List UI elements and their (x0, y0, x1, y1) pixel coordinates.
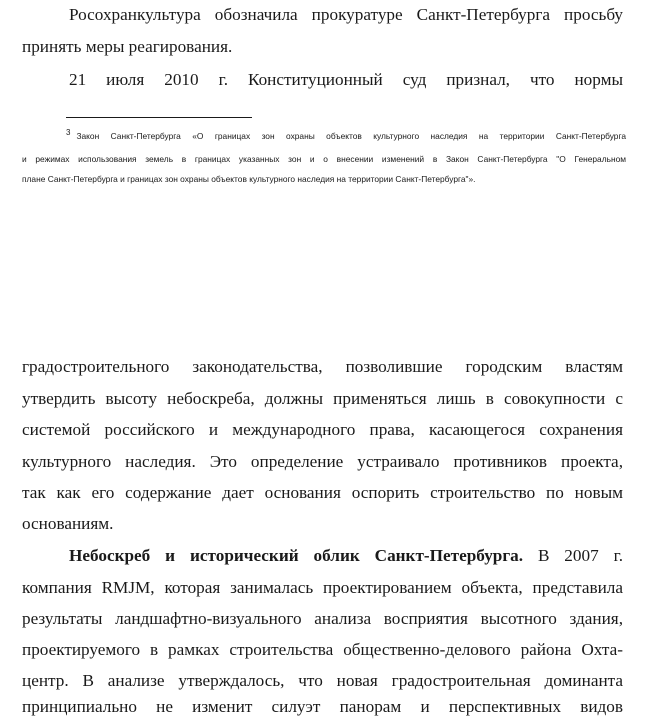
footnote-line (66, 128, 626, 142)
section-heading: Небоскреб и исторический облик Санкт-Петербурга. (69, 546, 524, 565)
footnote-line: плане Санкт-Петербурга и границах зон охраны объектов культурного наследия на территории Санкт-Петербурга"». (22, 174, 476, 184)
footnote-divider (66, 117, 252, 118)
text-line: Росохранкультура обозначила прокуратуре Санкт-Петербурга просьбу (69, 5, 623, 24)
text-line: 21 июля 2010 г. Конституционный суд признал, что нормы (69, 70, 623, 89)
text-line: принципиально не изменит силуэт панорам и перспективных видов (22, 697, 623, 716)
text-line: основаниям. (22, 514, 114, 533)
text-line: градостроительного законодательства, позволившие городским властям (22, 357, 623, 376)
footnote-mark: 3 (66, 128, 71, 137)
text-line: утвердить высоту небоскреба, должны применяться лишь в совокупности с (22, 389, 623, 408)
text-line: системой российского и международного права, касающегося сохранения (22, 420, 623, 439)
text-line: центр. В анализе утверждалось, что новая градостроительная доминанта (22, 671, 623, 690)
text-line: проектируемого в рамках строительства общественно-делового района Охта- (22, 640, 623, 659)
text-run: В 2007 г. (523, 546, 623, 565)
footnote-text: Закон Санкт-Петербурга «О границах зон охраны объектов культурного наследия на территории Санкт-Петербурга (76, 131, 626, 141)
text-line: результаты ландшафтно-визуального анализа восприятия высотного здания, (22, 609, 623, 628)
text-line: культурного наследия. Это определение устраивало противников проекта, (22, 452, 623, 471)
paragraph-first-line (69, 546, 623, 566)
footnote-line: и режимах использования земель в границах указанных зон и о внесении изменений в Закон Санкт-Петербурга "О Генеральном (22, 154, 626, 164)
text-line: компания RMJM, которая занималась проектированием объекта, представила (22, 578, 623, 597)
text-line: принять меры реагирования. (22, 37, 233, 56)
text-line: так как его содержание дает основания оспорить строительство по новым (22, 483, 623, 502)
